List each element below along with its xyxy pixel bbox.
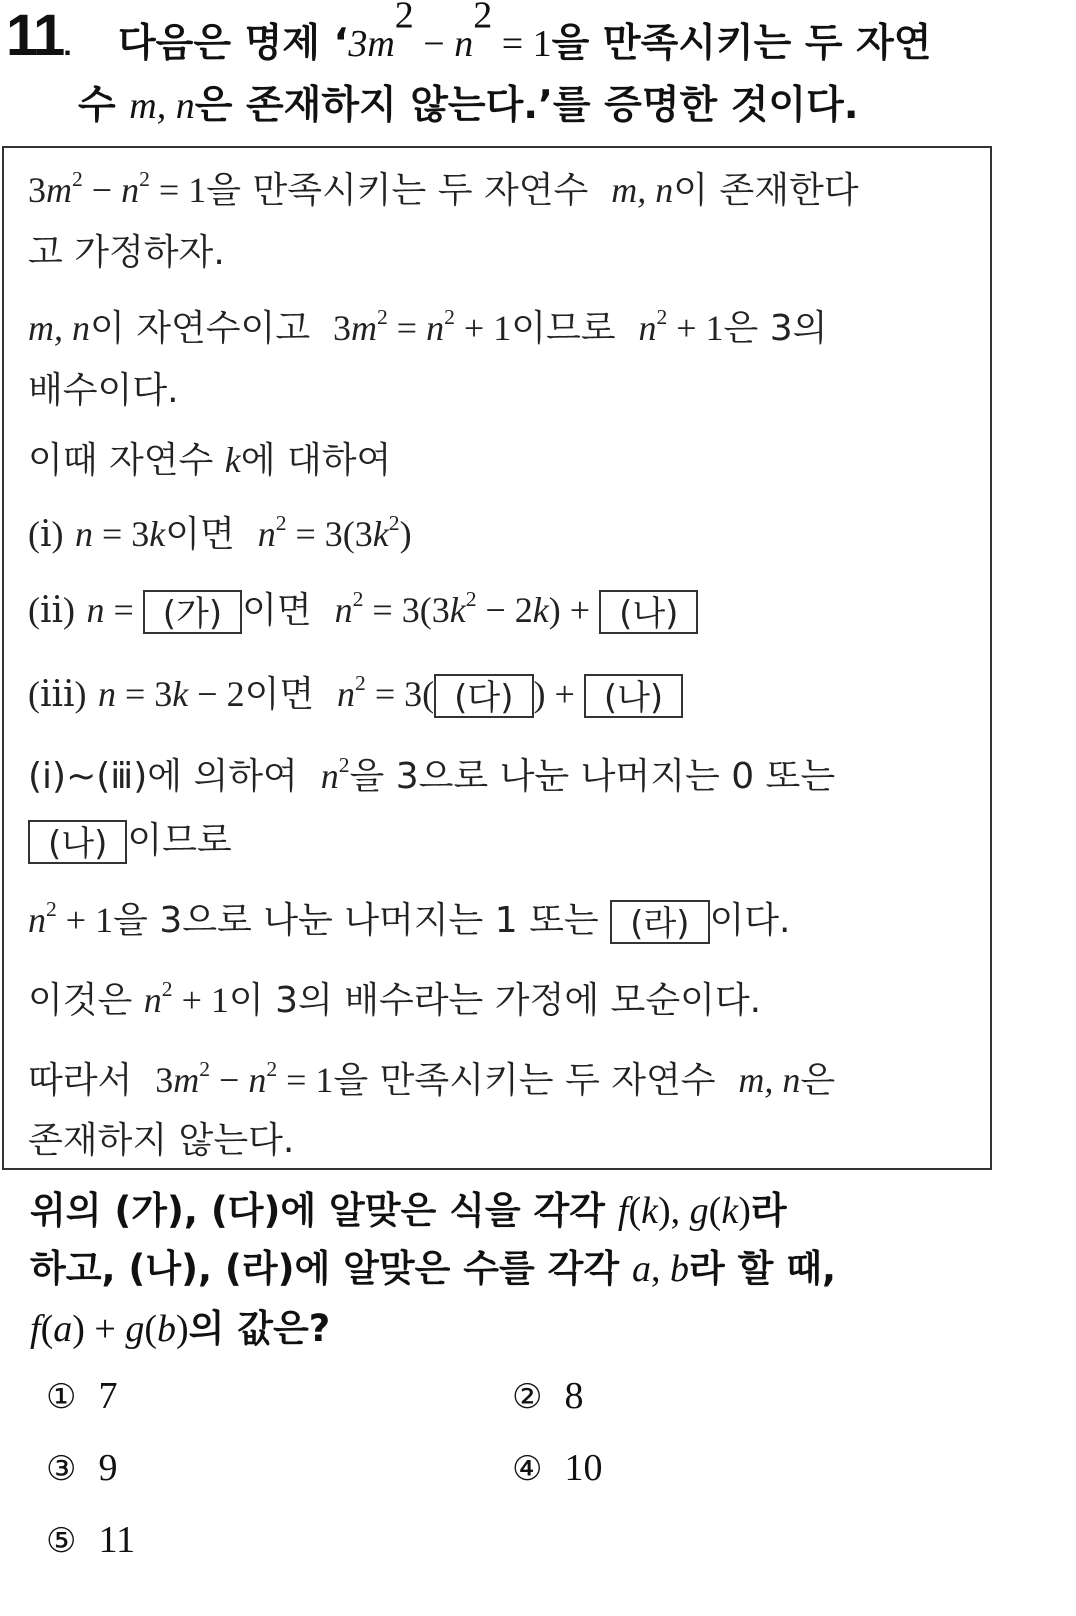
- ask-line-3: f(a) + g(b)의 값은?: [30, 1307, 331, 1350]
- proof-summary: (ⅰ)~(ⅲ)에 의하여 $n^2$을 3으로 나눈 나머지는 0 또는: [28, 752, 836, 797]
- proof-contradiction: 이것은 $n^2 + 1$이 3의 배수라는 가정에 모순이다.: [28, 976, 762, 1021]
- choice-3[interactable]: ③ 9: [46, 1447, 118, 1489]
- proof-line-1: $3m^2 - n^2 = 1$을 만족시키는 두 자연수 m, n이 존재한다: [28, 166, 859, 211]
- question-prompt-line2: 수 m, n은 존재하지 않는다.’를 증명한 것이다.: [78, 83, 859, 128]
- ask-line-2: 하고, (나), (라)에 알맞은 수를 각각 a, b라 할 때,: [30, 1247, 836, 1290]
- ask-line-1: 위의 (가), (다)에 알맞은 식을 각각 f(k), g(k)라: [30, 1189, 787, 1232]
- choice-4[interactable]: ④ 10: [512, 1447, 603, 1489]
- choice-2[interactable]: ② 8: [512, 1375, 584, 1417]
- proof-box: [2, 146, 992, 1170]
- proof-remainder: $n^2 + 1$을 3으로 나눈 나머지는 1 또는 (라) 이다.: [28, 896, 791, 944]
- proof-line-2: 고 가정하자.: [28, 232, 225, 273]
- proof-line-4: 배수이다.: [28, 370, 179, 411]
- proof-conclusion-2: 존재하지 않는다.: [28, 1120, 295, 1161]
- blank-na-3: (나): [28, 820, 127, 864]
- proof-conclusion: 따라서 $3m^2 - n^2 = 1$을 만족시키는 두 자연수 m, n은: [28, 1056, 836, 1101]
- question-prompt-line1: 다음은 명제 ‘$3m^2 - n^2 = 1$을 만족시키는 두 자연: [118, 0, 932, 66]
- question-number: 11.: [6, 3, 70, 68]
- choice-1[interactable]: ① 7: [46, 1375, 118, 1417]
- blank-ga: (가): [143, 590, 242, 634]
- proof-summary-2: (나) 이므로: [28, 812, 232, 864]
- proof-line-5: 이때 자연수 k에 대하여: [28, 440, 392, 481]
- proof-case-1: (ⅰ) n = 3k이면 $n^2 = 3(3k^2)$: [28, 510, 412, 555]
- proof-case-3: (ⅲ) n = 3k − 2이면 $n^2 = 3$( (다) ) + (나): [28, 666, 683, 718]
- blank-na-2: (나): [584, 674, 683, 718]
- proof-line-3: m, n이 자연수이고 $3m^2 = n^2 + 1$이므로 $n^2 + 1$은 3의: [28, 304, 828, 349]
- proof-case-2: (ⅱ) n = (가) 이면 $n^2 = 3(3k^2 - 2k)$ + (나): [28, 582, 698, 634]
- blank-na-1: (나): [599, 590, 698, 634]
- blank-ra: (라): [610, 900, 709, 944]
- choice-5[interactable]: ⑤ 11: [46, 1519, 136, 1561]
- blank-da: (다): [434, 674, 533, 718]
